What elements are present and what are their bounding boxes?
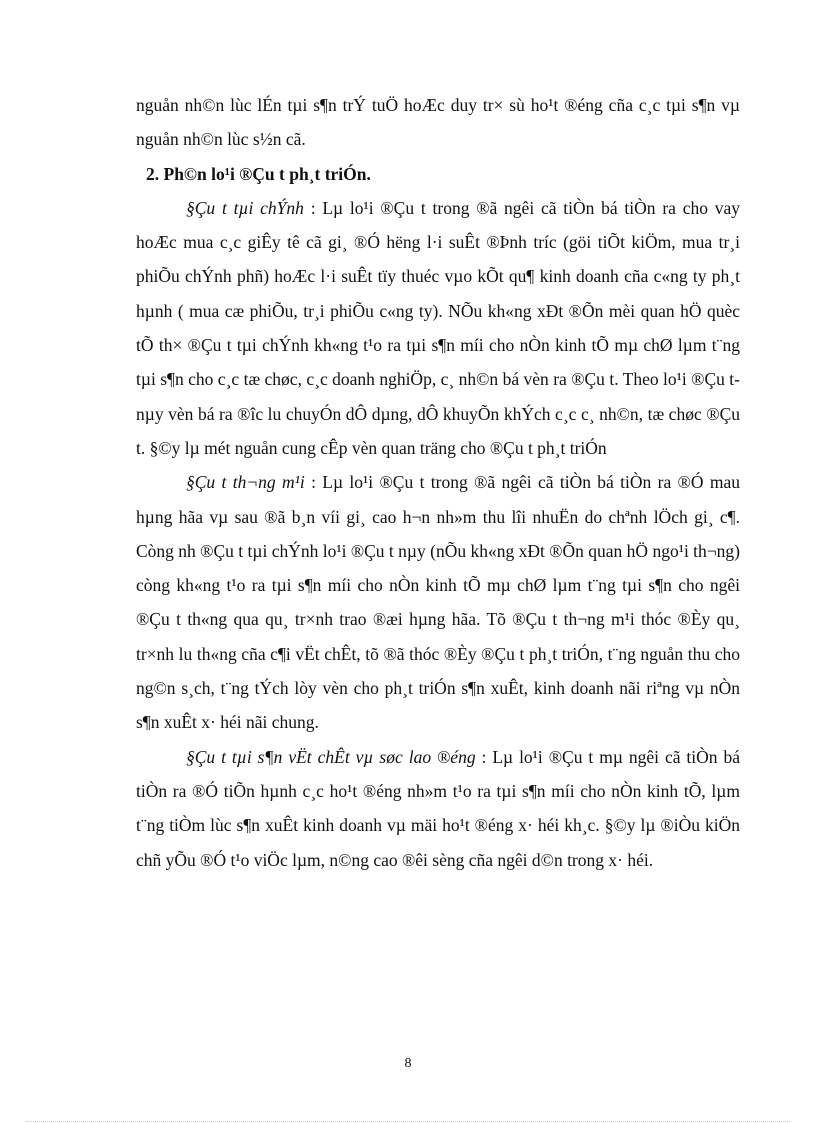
body-text — [136, 88, 740, 877]
page-number: 8 — [404, 1056, 412, 1071]
term-physical-asset-investment: §Çu t tµi s¶n vËt chÊt vµ søc lao ®éng — [186, 746, 476, 767]
paragraph-body: : Lµ lo¹i ®Çu t trong ®ã ngêi cã tiÒn bá tiÒn ra ®Ó mau hµng hãa vµ sau ®ã b¸n víi gi¸ cao h¬n nh»m thu lîi nhuËn do chªnh lÖch gi¸ c¶. Còng nh ®Çu t tµi chÝnh lo¹i ®Çu t nµy (nÕu kh«ng xÐt ®Õn quan hÖ ngo¹i th¬ng) còng kh«ng t¹o ra tµi s¶n míi cho nÒn kinh tÕ mµ chØ lµm t¨ng tµi s¶n cho ngêi ®Çu t th«ng qua qu¸ tr×nh trao ®æi hµng hãa. Tõ ®Çu t th¬ng m¹i thóc ®Èy qu¸ tr×nh lu th«ng cña c¶i vËt chÊt, tõ ®ã thóc ®Èy ®Çu t ph¸t triÓn, t¨ng nguån thu cho ng©n s¸ch, t¨ng tÝch lòy vèn cho ph¸t triÓn s¶n xuÊt, kinh doanh nãi riªng vµ nÒn s¶n xuÊt x· héi nãi chung. — [136, 472, 740, 733]
page-bottom-divider — [26, 1121, 790, 1122]
term-commercial-investment: §Çu t th¬ng m¹i — [186, 472, 305, 493]
paragraph-body: : Lµ lo¹i ®Çu t trong ®ã ngêi cã tiÒn bá tiÒn ra cho vay hoÆc mua c¸c giÊy tê cã gi¸ ®Ó hëng l·i suÊt ®Þnh tríc (göi tiÕt kiÖm, mua tr¸i phiÕu chÝnh phñ) hoÆc l·i suÊt tïy thuéc vµo kÕt qu¶ kinh doanh cña c«ng ty ph¸t hµnh ( mua cæ phiÕu, tr¸i phiÕu c«ng ty). NÕu kh«ng xÐt ®Õn mèi quan hÖ quèc tÕ th× ®Çu t tµi chÝnh kh«ng t¹o ra tµi s¶n míi cho nÒn kinh tÕ mµ chØ lµm t¨ng tµi s¶n cho c¸c tæ chøc, c¸c doanh nghiÖp, c¸ nh©n bá vèn ra ®Çu t. Theo lo¹i ®Çu t nµy vèn bá ra ®îc lu chuyÓn dÔ dµng, dÔ khuyÕn khÝch c¸c c¸ nh©n, tæ chøc ®Çu t. §©y lµ mét nguån cung cÊp vèn quan träng cho ®Çu t ph¸t triÓn — [136, 197, 740, 458]
paragraph-body: : Lµ lo¹i ®Çu t mµ ngêi cã tiÒn bá tiÒn ra ®Ó tiÕn hµnh c¸c ho¹t ®éng nh»m t¹o ra tµi s¶n míi cho nÒn kinh tÕ, lµm t¨ng tiÒm lùc s¶n xuÊt kinh doanh vµ mäi ho¹t ®éng x· héi kh¸c. §©y lµ ®iÒu kiÖn chñ yÕu ®Ó t¹o viÖc lµm, n©ng cao ®êi sèng cña ngêi d©n trong x· héi. — [136, 746, 741, 870]
paragraph-commercial-investment — [136, 465, 740, 739]
paragraph-financial-investment — [136, 191, 740, 465]
section-heading: 2. Ph©n lo¹i ®Çu t ph¸t triÓn. — [146, 163, 371, 184]
intro-paragraph: nguån nh©n lùc lÉn tµi s¶n trÝ tuÖ hoÆc duy tr× sù ho¹t ®éng cña c¸c tµi s¶n vµ nguån nh©n lùc s½n cã. — [136, 95, 740, 150]
paragraph-physical-asset-investment — [136, 740, 740, 877]
term-financial-investment: §Çu t tµi chÝnh — [186, 197, 304, 218]
